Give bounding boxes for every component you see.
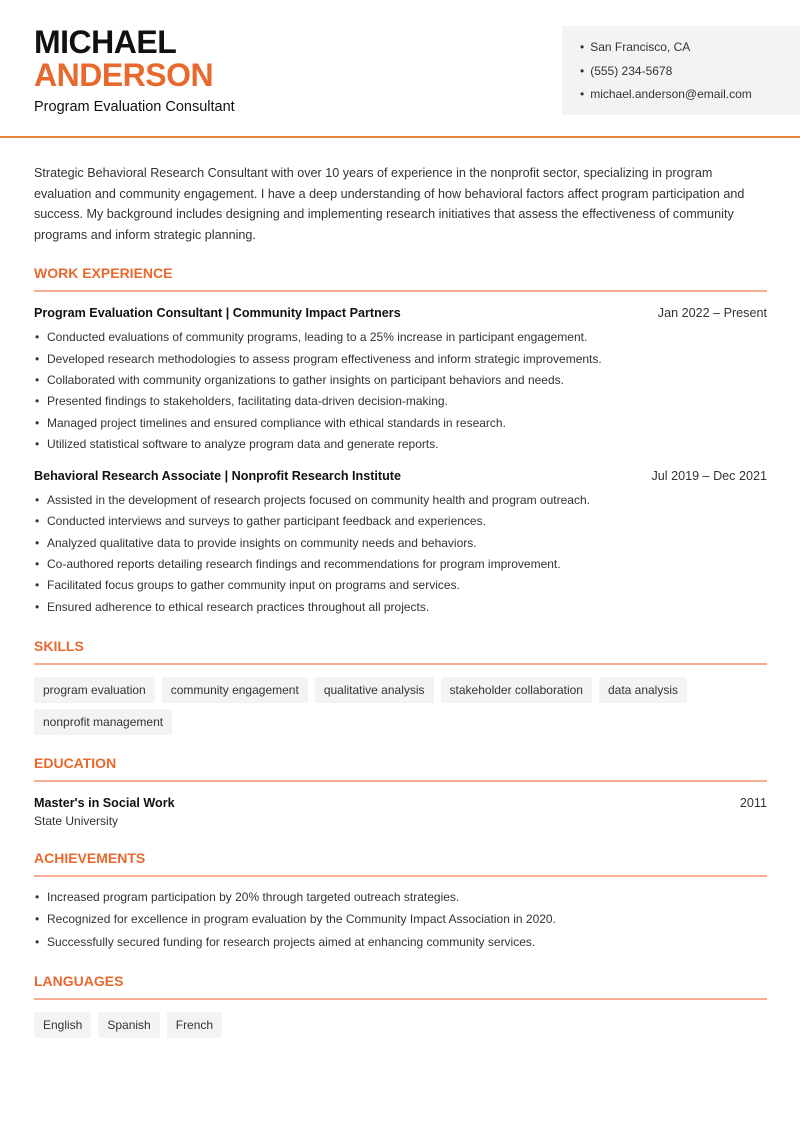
list-item: • Successfully secured funding for research projects aimed at enhancing community services. <box>34 931 767 954</box>
list-item: • Analyzed qualitative data to provide insights on community needs and behaviors. <box>34 533 767 554</box>
job-title: Behavioral Research Associate | Nonprofit Research Institute <box>34 469 401 484</box>
graduation-year: 2011 <box>739 795 767 810</box>
list-item: • Presented findings to stakeholders, facilitating data-driven decision-making. <box>34 391 767 412</box>
section-heading-education: EDUCATION <box>34 755 767 782</box>
list-item: • Developed research methodologies to assess program effectiveness and inform strategic improvements. <box>34 349 767 370</box>
list-item: • Facilitated focus groups to gather community input on programs and services. <box>34 575 767 596</box>
resume-header <box>0 0 800 138</box>
language-tag: French <box>167 1012 222 1038</box>
job-entry <box>34 304 767 455</box>
skill-tag: nonprofit management <box>34 709 172 735</box>
list-item: • Managed project timelines and ensured compliance with ethical standards in research. <box>34 413 767 434</box>
list-item: • Conducted evaluations of community programs, leading to a 25% increase in participant engagement. <box>34 327 767 348</box>
section-heading-languages: LANGUAGES <box>34 973 767 1000</box>
language-tag: English <box>34 1012 91 1038</box>
job-title: Program Evaluation Consultant | Community Impact Partners <box>34 306 401 321</box>
list-item: • Conducted interviews and surveys to gather participant feedback and experiences. <box>34 511 767 532</box>
skill-tag: data analysis <box>599 677 687 703</box>
contact-location: • San Francisco, CA <box>580 38 800 62</box>
job-title: Program Evaluation Consultant <box>34 99 235 115</box>
languages-list <box>34 1012 767 1038</box>
school: State University <box>34 813 119 828</box>
degree: Master's in Social Work <box>34 795 175 810</box>
summary: Strategic Behavioral Research Consultant with over 10 years of experience in the nonprofit sector, specializing in program evaluation and community engagement. I have a deep understanding of how behavioral factors affect program participation and success. My background includes designing and implementing research initiatives that assess the effectiveness of community programs and inform strategic planning. <box>34 166 745 242</box>
skill-tag: community engagement <box>162 677 308 703</box>
contact-box <box>562 26 800 115</box>
section-heading-work: WORK EXPERIENCE <box>34 265 767 292</box>
list-item: • Assisted in the development of research projects focused on community health and program outreach. <box>34 490 767 511</box>
list-item: • Utilized statistical software to analyze program data and generate reports. <box>34 434 767 455</box>
language-tag: Spanish <box>98 1012 159 1038</box>
skills-list <box>34 677 767 735</box>
list-item: • Collaborated with community organizations to gather insights on participant behaviors and needs. <box>34 370 767 391</box>
section-heading-skills: SKILLS <box>34 638 767 665</box>
skill-tag: program evaluation <box>34 677 155 703</box>
job-entry <box>34 467 767 618</box>
list-item: • Co-authored reports detailing research findings and recommendations for program improvement. <box>34 554 767 575</box>
last-name: ANDERSON <box>34 57 214 93</box>
skill-tag: stakeholder collaboration <box>441 677 592 703</box>
list-item: • Recognized for excellence in program evaluation by the Community Impact Association in 2020. <box>34 908 767 931</box>
section-heading-achievements: ACHIEVEMENTS <box>34 850 767 877</box>
list-item: • Ensured adherence to ethical research practices throughout all projects. <box>34 597 767 618</box>
contact-phone: • (555) 234-5678 <box>580 62 800 86</box>
list-item: • Increased program participation by 20% through targeted outreach strategies. <box>34 886 767 909</box>
skill-tag: qualitative analysis <box>315 677 434 703</box>
job-dates: Jan 2022 – Present <box>657 306 767 321</box>
first-name: MICHAEL <box>34 24 177 60</box>
job-dates: Jul 2019 – Dec 2021 <box>651 469 767 484</box>
contact-email: • michael.anderson@email.com <box>580 85 800 109</box>
